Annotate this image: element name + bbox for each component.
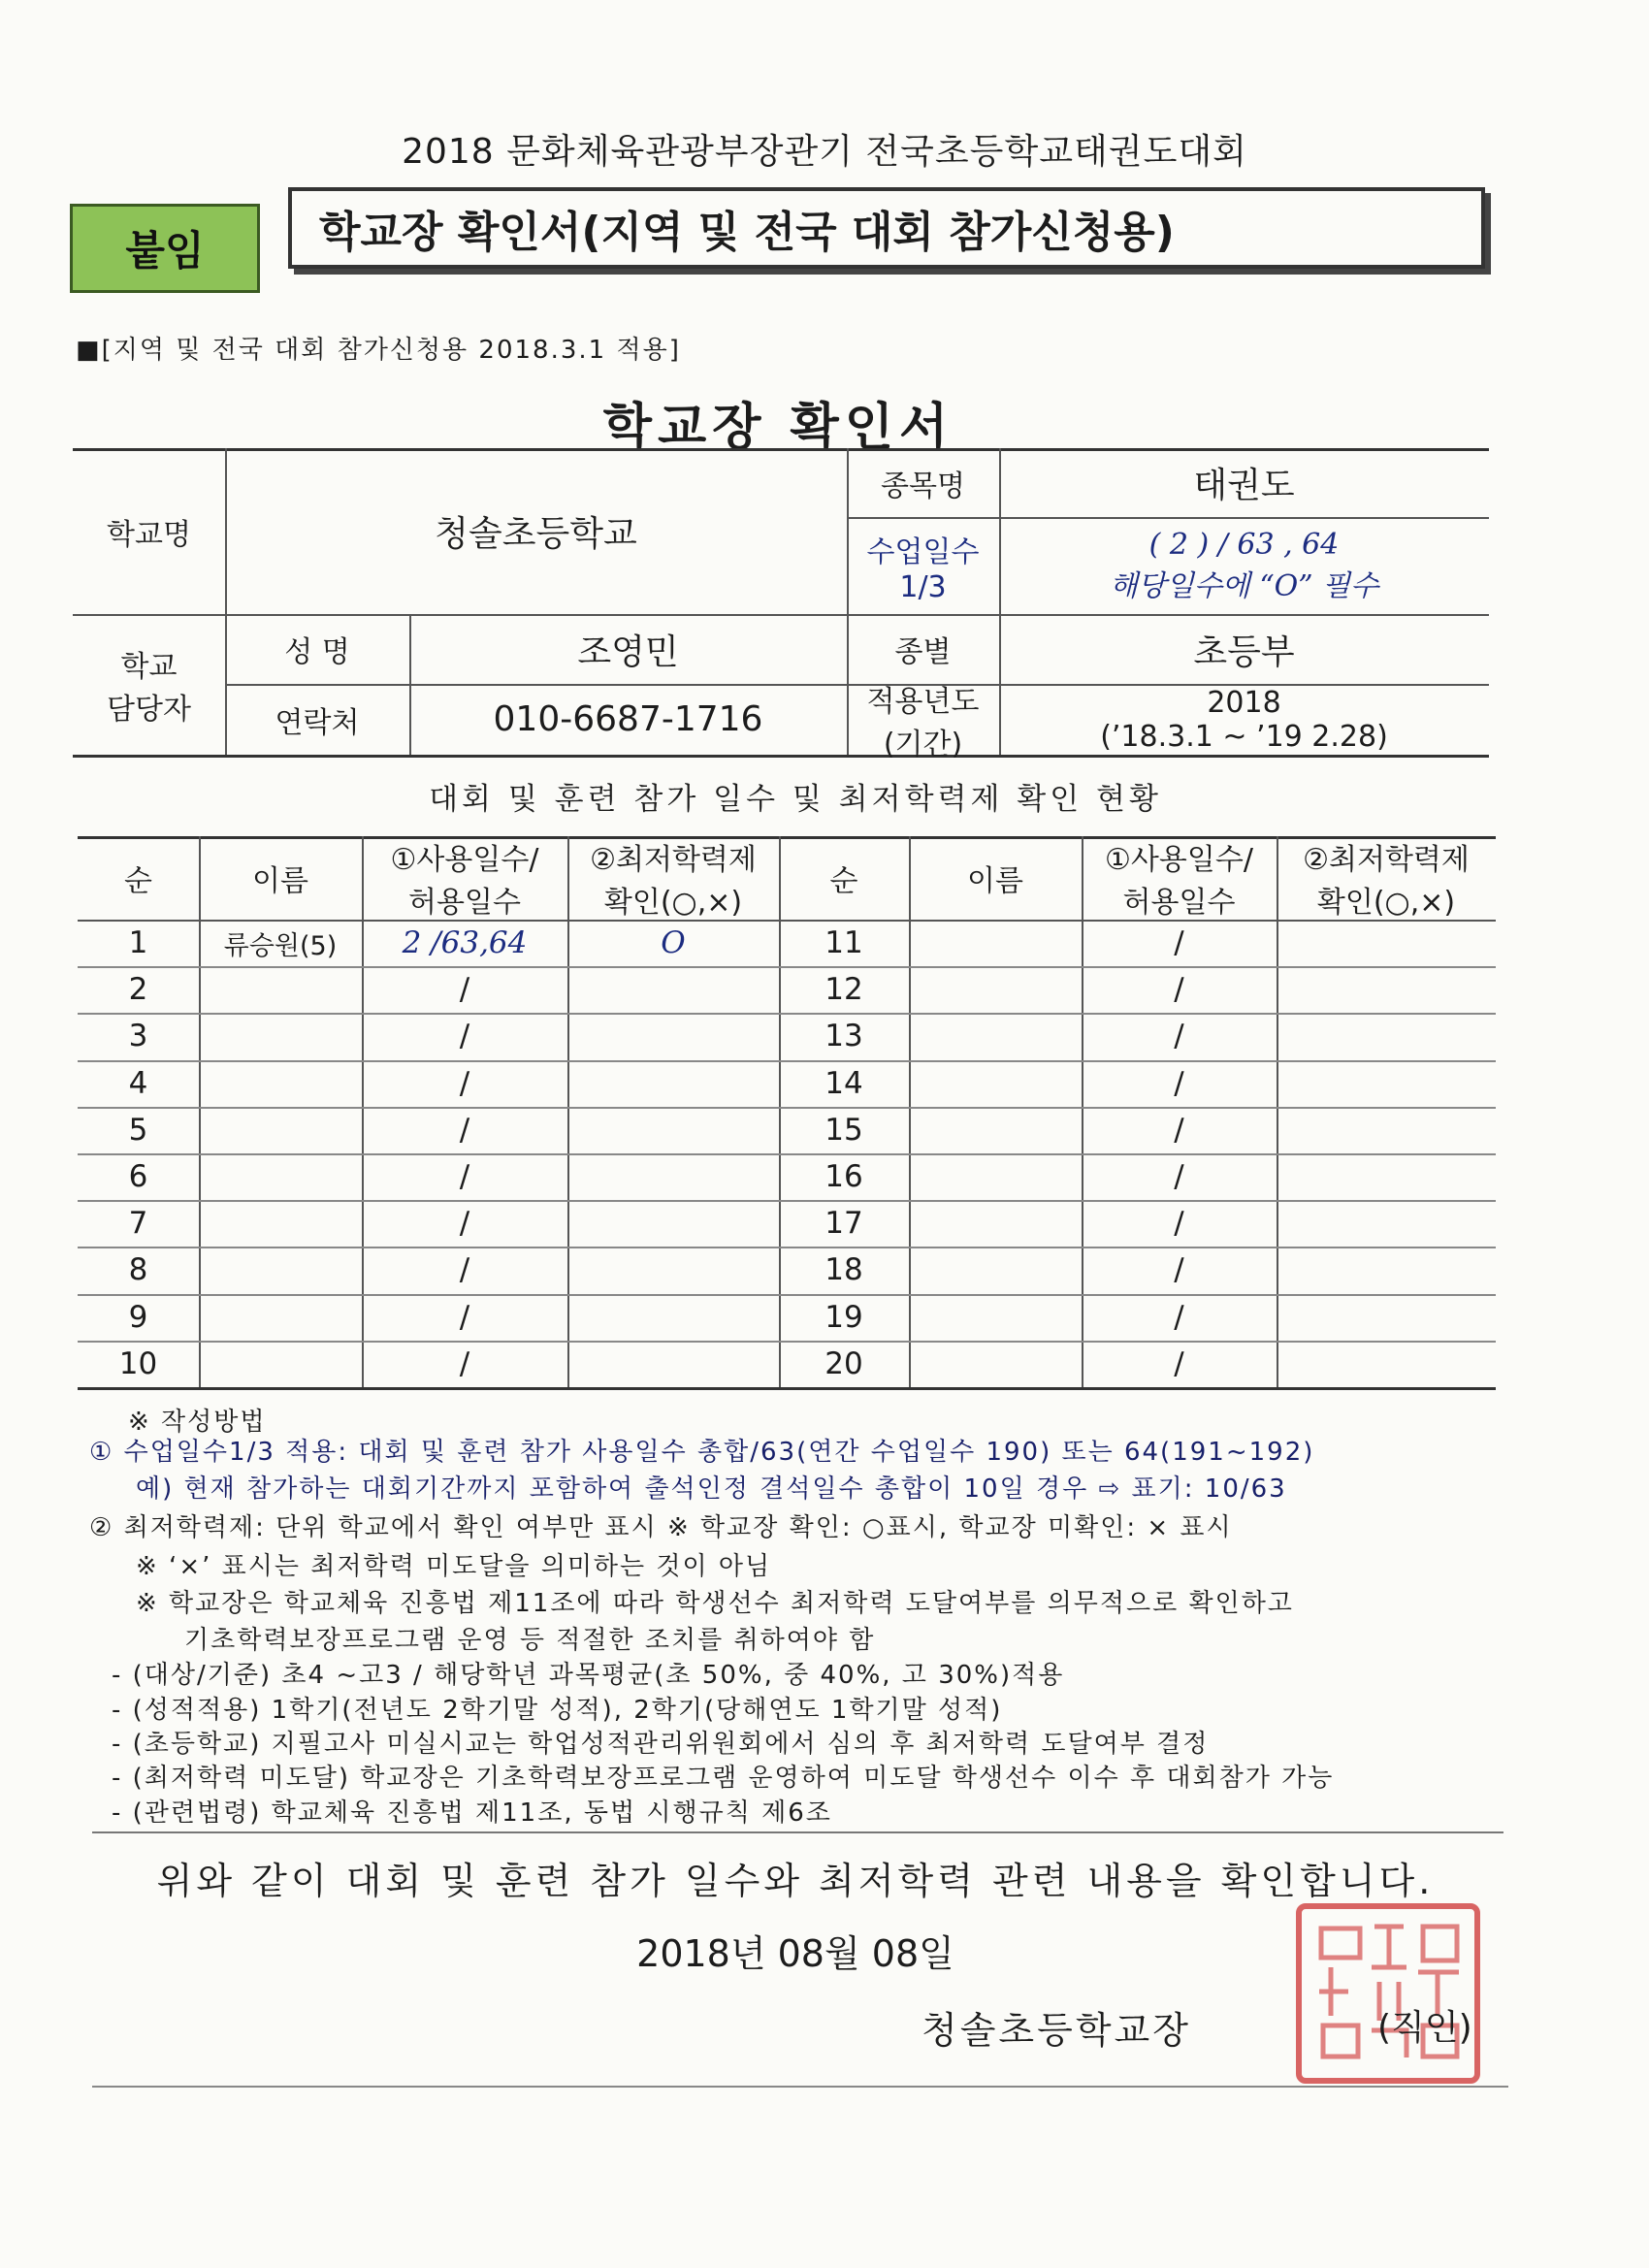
row-name: 류승원(5) [223,930,338,961]
seal-label: (직인) [1377,2008,1472,2048]
row-name [909,966,1082,1013]
row-name [199,1013,362,1059]
row-divider [78,1200,779,1202]
col-header-name-right: 이름 [967,864,1023,898]
row-name [909,1200,1082,1247]
col-header-no: 순 [124,864,152,898]
col-header-days [362,836,567,920]
division-value: 초등부 [1193,632,1295,672]
row-days: / [1174,1019,1184,1054]
row-number: 12 [824,972,863,1008]
row-check [567,1247,779,1293]
row-check [567,1200,779,1247]
row-name [909,1247,1082,1293]
row-name [909,1153,1082,1200]
row-number: 16 [824,1159,863,1195]
row-check [1277,920,1496,966]
row-check [567,966,779,1013]
usage-note: ■[지역 및 전국 대회 참가신청용 2018.3.1 적용] [76,336,681,365]
row-name [909,1107,1082,1153]
col-header-check-right-line2: 확인(○,×) [1316,886,1456,920]
row-check [1277,1107,1496,1153]
row-days: / [1174,1299,1184,1335]
row-number: 2 [128,972,148,1008]
row-divider [78,966,779,968]
row-name [199,1153,362,1200]
col-header-check-line2: 확인(○,×) [603,886,743,920]
staff-label-line2: 담당자 [107,692,191,727]
row-days: / [459,1345,470,1381]
row-number: 5 [128,1112,148,1148]
confirmation-statement: 위와 같이 대회 및 훈련 참가 일수와 최저학력 관련 내용을 확인합니다. [156,1860,1435,1902]
sport-label: 종목명 [881,469,965,503]
row-name [199,966,362,1013]
method-line: ※ 학교장은 학교체육 진흥법 제11조에 따라 학생선수 최저학력 도달여부를 의무적으로 확인하고 [136,1589,1294,1618]
row-days: / [459,1112,470,1148]
row-check [567,1013,779,1059]
row-divider [779,1013,1496,1015]
document-title: 학교장 확인서 [602,399,954,457]
col-header-check-right [1277,836,1496,920]
row-number: 7 [128,1206,148,1242]
period-label [847,684,999,761]
method-line: - (성적적용) 1학기(전년도 2학기말 성적), 2학기(당해연도 1학기말 성적) [112,1696,1003,1725]
row-name [909,1341,1082,1387]
row-number: 3 [128,1019,148,1054]
division-label: 종별 [894,635,952,669]
row-number: 17 [824,1206,863,1242]
row-number: 20 [824,1345,863,1381]
row-number: 9 [128,1299,148,1335]
row-divider [78,1107,779,1109]
school-days-label-line2: 1/3 [899,569,947,604]
row-days: / [1174,972,1184,1008]
row-divider [78,1013,779,1015]
row-name [909,1060,1082,1107]
row-number: 19 [824,1299,863,1335]
row-check [567,1153,779,1200]
school-days-value-line2: 해당일수에 “O” 필수 [1109,568,1379,603]
row-number: 18 [824,1252,863,1288]
event-title: 2018 문화체육관광부장관기 전국초등학교태권도대회 [402,132,1247,172]
row-name [199,1341,362,1387]
row-name [199,1247,362,1293]
row-days: / [459,972,470,1008]
method-heading: ※ 작성방법 [128,1408,267,1437]
school-days-value-line1: ( 2 ) / 63 , 64 [1148,527,1340,562]
row-check [1277,966,1496,1013]
row-divider [779,966,1496,968]
row-check [1277,1200,1496,1247]
row-check [1277,1294,1496,1341]
official-seal-stamp [1296,1903,1480,2084]
seal-pattern-icon [1302,1909,1474,2078]
row-name [199,1060,362,1107]
method-line: - (최저학력 미도달) 학교장은 기초학력보장프로그램 운영하여 미도달 학생선수 이수 후 대회참가 가능 [112,1764,1335,1793]
row-days: 2 /63,64 [402,925,528,961]
row-divider [78,1247,779,1248]
method-line: ① 수업일수1/3 적용: 대회 및 훈련 참가 사용일수 총합/63(연간 수업일수 190) 또는 64(191~192) [89,1438,1315,1467]
row-divider [779,1107,1496,1109]
method-line: - (대상/기준) 초4 ~고3 / 해당학년 과목평균(초 50%, 중 40%, 고 30%)적용 [112,1661,1065,1690]
col-header-check-right-line1: ②최저학력제 [1303,843,1470,877]
method-line: ※ ‘×’ 표시는 최저학력 미도달을 의미하는 것이 아님 [136,1552,772,1581]
method-line: 예) 현재 참가하는 대회기간까지 포함하여 출석인정 결석일수 총합이 10일 경우 ⇨ 표기: 10/63 [136,1474,1287,1504]
period-value-line2: (’18.3.1 ~ ’19 2.28) [1100,719,1388,754]
col-header-days-right [1082,836,1277,920]
row-days: / [459,1252,470,1288]
row-number: 8 [128,1252,148,1288]
period-label-line1: 적용년도 [866,684,980,719]
row-divider [78,1153,779,1155]
row-divider [779,1200,1496,1202]
row-divider [779,1294,1496,1296]
row-days: / [1174,1206,1184,1242]
row-number: 1 [128,925,148,961]
row-check [567,1294,779,1341]
period-label-line2: (기간) [883,727,963,761]
row-check [567,1107,779,1153]
row-name [909,1294,1082,1341]
row-number: 15 [824,1112,863,1148]
form-title: 학교장 확인서(지역 및 전국 대회 참가신청용) [288,187,1485,269]
row-days: / [1174,1112,1184,1148]
period-value-line1: 2018 [1207,685,1281,720]
row-divider [78,1341,779,1343]
method-line: - (관련법령) 학교체육 진흥법 제11조, 동법 시행규칙 제6조 [112,1798,832,1828]
sport-value: 태권도 [1193,466,1295,505]
method-line: ② 최저학력제: 단위 학교에서 확인 여부만 표시 ※ 학교장 확인: ○표시, 학교장 미확인: × 표시 [89,1513,1233,1542]
col-header-check [567,836,779,920]
row-check [1277,1247,1496,1293]
row-days: / [459,1065,470,1101]
contact-value: 010-6687-1716 [493,699,763,739]
attendance-section-title: 대회 및 훈련 참가 일수 및 최저학력제 확인 현황 [429,782,1162,817]
col-header-days-line2: 허용일수 [408,886,521,920]
col-header-days-line1: ①사용일수/ [390,843,539,877]
row-number: 13 [824,1019,863,1054]
col-header-days-right-line1: ①사용일수/ [1105,843,1253,877]
row-days: / [1174,925,1184,961]
row-divider [779,1060,1496,1062]
row-divider [779,1341,1496,1343]
row-days: / [459,1019,470,1054]
row-name [909,1013,1082,1059]
confirmation-date: 2018년 08월 08일 [636,1932,954,1975]
school-name-value: 청솔초등학교 [435,514,637,554]
row-check [1277,1013,1496,1059]
row-days: / [1174,1065,1184,1101]
col-header-name: 이름 [252,864,308,898]
row-divider [78,1294,779,1296]
school-days-label [847,517,999,614]
school-days-label-line1: 수업일수 [866,535,980,569]
row-check [567,1060,779,1107]
row-number: 14 [824,1065,863,1101]
row-days: / [1174,1159,1184,1195]
method-line: - (초등학교) 지필고사 미실시교는 학업성적관리위원회에서 심의 후 최저학력 도달여부 결정 [112,1730,1210,1759]
row-check [1277,1341,1496,1387]
row-check [1277,1060,1496,1107]
staff-name-value: 조영민 [577,632,679,672]
row-name [199,1200,362,1247]
row-check: O [661,925,686,961]
staff-label [73,614,225,755]
staff-label-line1: 학교 [120,649,178,684]
col-header-days-right-line2: 허용일수 [1122,886,1236,920]
principal-name: 청솔초등학교장 [922,2009,1191,2052]
row-name [199,1107,362,1153]
row-divider [78,1060,779,1062]
row-name [199,1294,362,1341]
col-header-check-line1: ②최저학력제 [590,843,757,877]
row-days: / [459,1159,470,1195]
period-value [999,684,1489,755]
row-number: 10 [118,1345,158,1381]
staff-name-label: 성 명 [284,635,350,669]
row-number: 4 [128,1065,148,1101]
col-header-no-right: 순 [829,864,858,898]
row-check [567,1341,779,1387]
row-number: 6 [128,1159,148,1195]
row-check [1277,1153,1496,1200]
row-divider [779,1153,1496,1155]
row-days: / [459,1206,470,1242]
school-name-label: 학교명 [107,517,191,552]
attachment-badge: 붙임 [70,204,260,293]
row-days: / [1174,1252,1184,1288]
method-line: 기초학력보장프로그램 운영 등 적절한 조치를 취하여야 함 [184,1626,876,1655]
row-name [909,920,1082,966]
contact-label: 연락처 [275,705,360,740]
row-days: / [459,1299,470,1335]
school-days-value [999,517,1489,614]
row-divider [779,1247,1496,1248]
row-number: 11 [824,925,863,961]
row-days: / [1174,1345,1184,1381]
